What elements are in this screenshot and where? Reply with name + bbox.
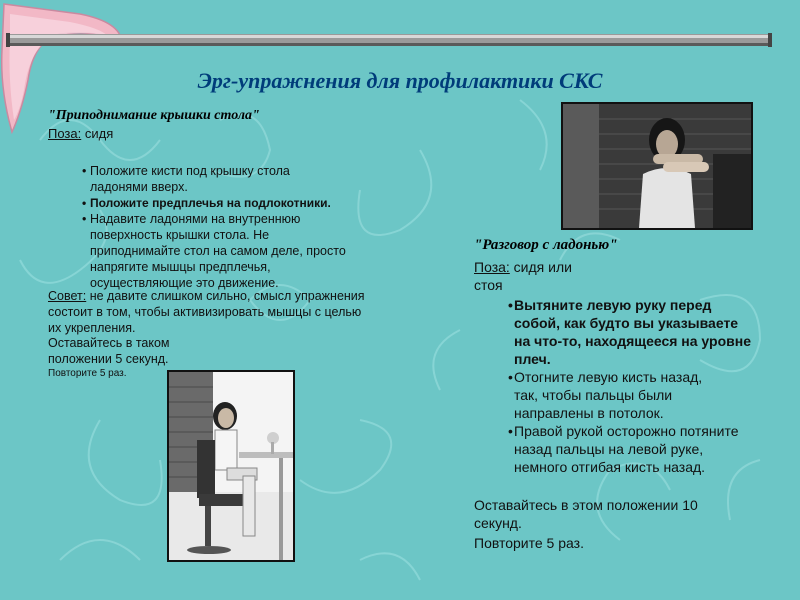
left-bullet-2: • Положите предплечья на подлокотники.	[88, 195, 388, 211]
right-repeat: Повторите 5 раз.	[474, 535, 584, 551]
left-advice	[48, 288, 366, 336]
right-pose-label: Поза:	[474, 259, 510, 275]
left-pose-label: Поза:	[48, 126, 82, 141]
page-title: Эрг-упражнения для профилактики СКС	[197, 68, 603, 93]
left-bullet-list	[88, 163, 388, 291]
right-pose-value: сидя или стоя	[474, 259, 572, 293]
header-rule	[6, 32, 772, 48]
left-pose	[48, 126, 113, 142]
right-bullet-2: • Отогните левую кисть назад, так, чтобы пальцы были направлены в потолок.	[514, 368, 724, 422]
right-bullet-list	[514, 296, 762, 476]
right-bullet-1: • Вытяните левую руку перед собой, как будто вы указываете на что-то, находящееся на уровне плеч.	[514, 296, 754, 368]
left-advice-text: не давите слишком сильно, смысл упражнения состоит в том, чтобы активизировать мышцы с целью их укрепления.	[48, 289, 365, 335]
left-repeat: Повторите 5 раз.	[48, 368, 127, 379]
right-bullet-3: • Правой рукой осторожно потяните назад пальцы на левой руке, немного отгибая кисть назад.	[514, 422, 758, 476]
left-bullet-3: • Надавите ладонями на внутреннюю поверхность крышки стола. Не приподнимайте стол на самом деле, просто напрягите мышцы предплечья, осуществляющие это движение.	[88, 211, 350, 291]
right-exercise-title: "Разговор с ладонью"	[474, 237, 618, 253]
right-hold: Оставайтесь в этом положении 10 секунд.	[474, 497, 698, 531]
left-exercise-photo	[167, 370, 295, 562]
right-exercise-photo	[561, 102, 753, 230]
left-pose-value: сидя	[81, 126, 114, 141]
left-hold: Оставайтесь в таком положении 5 секунд.	[48, 336, 170, 366]
woman-at-desk-illustration	[169, 372, 293, 560]
right-pose	[474, 258, 594, 294]
left-bullet-1: • Положите кисти под крышку стола ладонями вверх.	[88, 163, 328, 195]
left-exercise-title: "Приподнимание крышки стола"	[48, 108, 260, 123]
woman-stretching-illustration	[563, 104, 751, 228]
left-advice-label: Совет:	[48, 289, 87, 303]
